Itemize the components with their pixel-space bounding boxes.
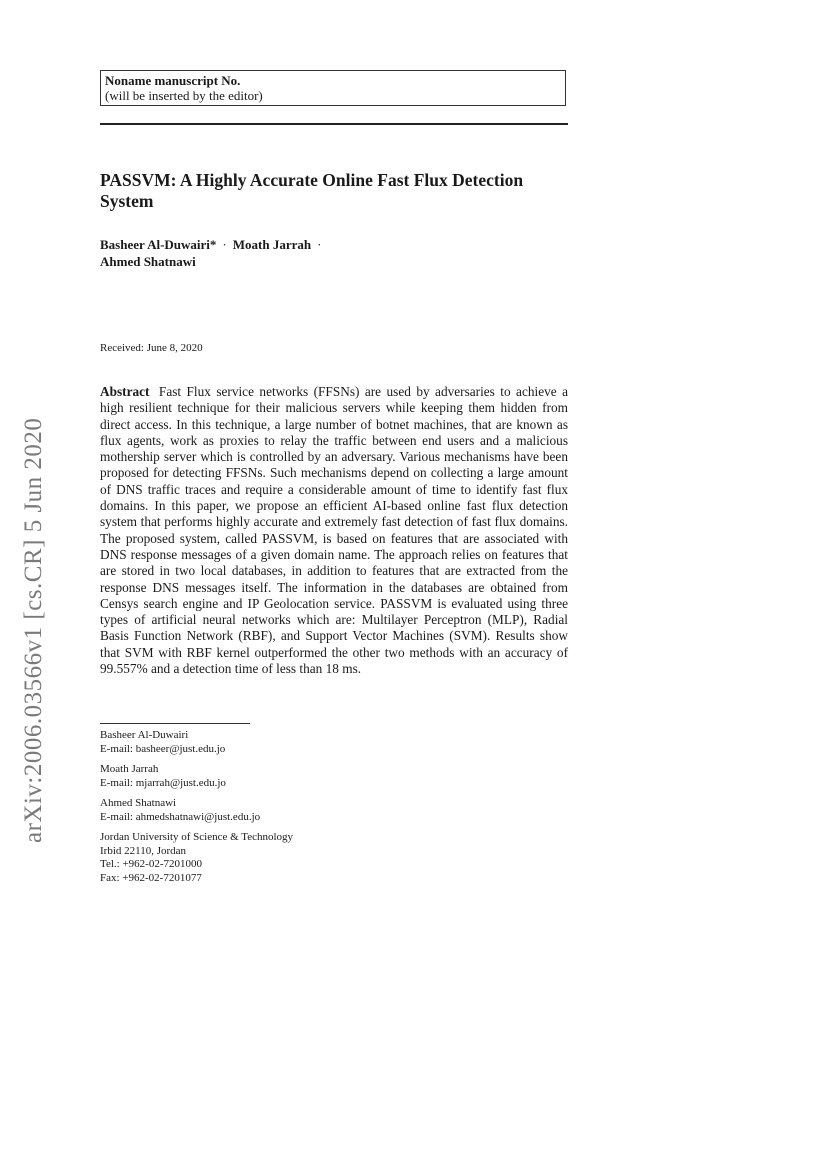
contact-name: Ahmed Shatnawi — [100, 797, 177, 809]
author-footnotes — [100, 729, 500, 892]
contact-email: E-mail: basheer@just.edu.jo — [100, 742, 226, 755]
affiliation-city: Irbid 22110, Jordan — [100, 844, 187, 857]
affiliation-block — [100, 831, 500, 885]
contact-email: E-mail: mjarrah@just.edu.jo — [100, 776, 226, 789]
footnote-rule — [100, 723, 250, 724]
abstract-text: Fast Flux service networks (FFSNs) are used by adversaries to achieve a high resilient technique for their malicious servers while keeping them hidden from direct access. In this technique, a large number of botnet machines, that are known as flux agents, work as proxies to relay the traffic between end users and a malicious mothership server which is controlled by an adversary. Various mechanisms have been proposed for detecting FFSNs. Such mechanisms depend on collecting a large amount of DNS traffic traces and require a considerable amount of time to identify fast flux domains. In this paper, we propose an efficient AI-based online fast flux detection system that performs highly accurate and extremely fast detection of fast flux domains. The proposed system, called PASSVM, is based on features that are associated with DNS response messages of a given domain name. The approach relies on features that are stored in two local databases, in addition to features that are extracted from the response DNS messages itself. The information in the databases are obtained from Censys search engine and IP Geolocation service. PASSVM is evaluated using three types of artificial neural networks which are: Multilayer Perceptron (MLP), Radial Basis Function Network (RBF), and Support Vector Machines (SVM). Results show that SVM with RBF kernel outperformed the other two methods with an accuracy of 99.557% and a detection time of less than 18 ms. — [100, 384, 568, 677]
author-contact — [100, 763, 500, 790]
author-separator: · — [317, 237, 322, 252]
author-list — [100, 236, 500, 270]
author-contact — [100, 797, 500, 824]
author-contact — [100, 729, 500, 756]
author-name: Ahmed Shatnawi — [100, 254, 196, 269]
received-date: Received: June 8, 2020 — [100, 342, 203, 354]
affiliation-name: Jordan University of Science & Technology — [100, 831, 294, 843]
author-name: Moath Jarrah — [232, 237, 312, 252]
affiliation-tel: Tel.: +962-02-7201000 — [100, 858, 202, 870]
arxiv-identifier-stamp: arXiv:2006.03566v1 [cs.CR] 5 Jun 2020 — [20, 417, 47, 843]
contact-email: E-mail: ahmedshatnawi@just.edu.jo — [100, 810, 261, 823]
paper-title: PASSVM: A Highly Accurate Online Fast Flux Detection System — [100, 170, 524, 211]
header-rule — [100, 123, 568, 125]
affiliation-fax: Fax: +962-02-7201077 — [100, 871, 202, 884]
manuscript-number-label: Noname manuscript No. — [105, 73, 241, 88]
abstract-label: Abstract — [100, 384, 150, 399]
editor-note: (will be inserted by the editor) — [105, 88, 263, 103]
manuscript-number-box — [100, 70, 566, 106]
author-name: Basheer Al-Duwairi* — [100, 237, 217, 252]
contact-name: Basheer Al-Duwairi — [100, 729, 189, 741]
contact-name: Moath Jarrah — [100, 763, 159, 775]
author-separator: · — [222, 237, 227, 252]
abstract — [100, 384, 568, 677]
